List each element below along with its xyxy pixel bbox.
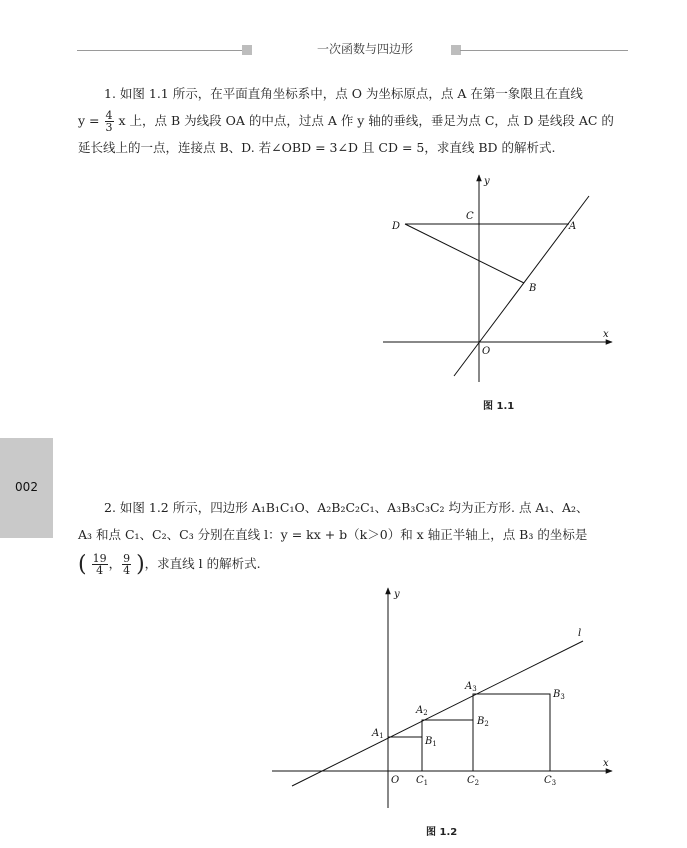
fig2-line-l (292, 641, 583, 786)
fig2-label-b3 (552, 689, 565, 701)
coord-close-paren: ) (136, 552, 145, 577)
fig2-label-c1 (416, 775, 428, 787)
fig2-label-a3-letter: A (465, 681, 473, 692)
fig2-label-b1 (424, 736, 437, 748)
figure-1-1-caption: 图 1.1 (483, 401, 515, 412)
equation-rest: x 上，点 B 为线段 OA 的中点，过点 A 作 y 轴的垂线，垂足为点 C，点 D 是线段 AC 的 (118, 113, 614, 128)
fig2-square-1 (388, 737, 422, 771)
fig2-label-a1-sub: 1 (379, 732, 384, 740)
fig1-segment-db (405, 224, 524, 283)
page-number: 002 (15, 480, 38, 494)
fig2-label-c1-letter: C (416, 775, 424, 786)
fig1-label-d: D (392, 221, 401, 232)
fig2-label-b3-sub: 3 (560, 693, 565, 701)
coord-separator: ， (108, 556, 122, 571)
fig2-label-c3 (544, 775, 556, 787)
fig2-label-a2-letter: A (416, 705, 424, 716)
coord-open-paren: ( (78, 552, 87, 577)
fig2-label-o: O (391, 775, 400, 786)
fig2-label-c3-sub: 3 (551, 779, 557, 787)
fraction-denominator: 3 (105, 121, 113, 134)
fraction-denominator: 4 (123, 564, 131, 577)
fig1-label-y: y (484, 176, 490, 187)
figure-1-2-caption: 图 1.2 (426, 827, 458, 838)
equation-lhs: y = (78, 113, 100, 128)
fig2-label-x: x (603, 758, 609, 769)
problem-2-line-3 (78, 550, 628, 578)
fig1-label-x: x (603, 329, 609, 340)
fraction-19-4 (92, 553, 108, 576)
fig2-label-a2-sub: 2 (423, 709, 428, 717)
fig1-label-o: O (482, 346, 491, 357)
fig2-label-c2-sub: 2 (474, 779, 480, 787)
fig2-label-b2-sub: 2 (484, 720, 489, 728)
fig2-label-c1-sub: 1 (423, 779, 429, 787)
fraction-numerator: 19 (92, 552, 107, 565)
fraction-denominator: 4 (96, 564, 104, 577)
fraction-9-4 (122, 553, 131, 576)
fig2-label-a1 (371, 728, 384, 740)
fig1-label-b: B (529, 283, 537, 294)
problem-2-line-2: A₃ 和点 C₁、C₂、C₃ 分别在直线 l：y = kx + b（k＞0）和 x 轴正半轴上，点 B₃ 的坐标是 (78, 527, 588, 542)
fraction-numerator: 9 (123, 552, 131, 565)
fig2-label-c2 (467, 775, 479, 787)
fig2-label-b1-sub: 1 (432, 740, 437, 748)
header-title: 一次函数与四边形 (316, 42, 413, 56)
problem-2-line-1: 2. 如图 1.2 所示，四边形 A₁B₁C₁O、A₂B₂C₂C₁、A₃B₃C₃C₂ 均为正方形. 点 A₁、A₂、 (104, 500, 589, 515)
fig2-label-a1-letter: A (372, 728, 380, 739)
problem-1-line-1: 1. 如图 1.1 所示，在平面直角坐标系中，点 O 为坐标原点，点 A 在第一象限且在直线 (104, 86, 583, 101)
fig2-square-3 (473, 694, 550, 771)
fig2-label-y: y (394, 589, 400, 600)
fig2-label-b3-letter: B (553, 689, 561, 700)
fig2-label-c3-letter: C (544, 775, 552, 786)
fig2-label-b2 (476, 716, 489, 728)
fig2-label-a3 (464, 681, 477, 693)
fig2-label-l: l (578, 628, 582, 639)
fig2-label-b1-letter: B (425, 736, 433, 747)
problem-1-line-3: 延长线上的一点，连接点 B、D. 若∠OBD = 3∠D 且 CD = 5，求直线 BD 的解析式. (78, 140, 556, 155)
problem-2 (78, 494, 628, 578)
fig2-label-a3-sub: 3 (472, 685, 477, 693)
fig2-label-b2-letter: B (477, 716, 485, 727)
fig2-label-a2 (415, 705, 428, 717)
fraction-numerator: 4 (105, 109, 113, 122)
fig1-label-a: A (569, 221, 577, 232)
fig2-label-c2-letter: C (467, 775, 475, 786)
problem-2-line-3-text: ，求直线 l 的解析式. (144, 556, 261, 571)
fig1-label-c: C (466, 211, 474, 222)
